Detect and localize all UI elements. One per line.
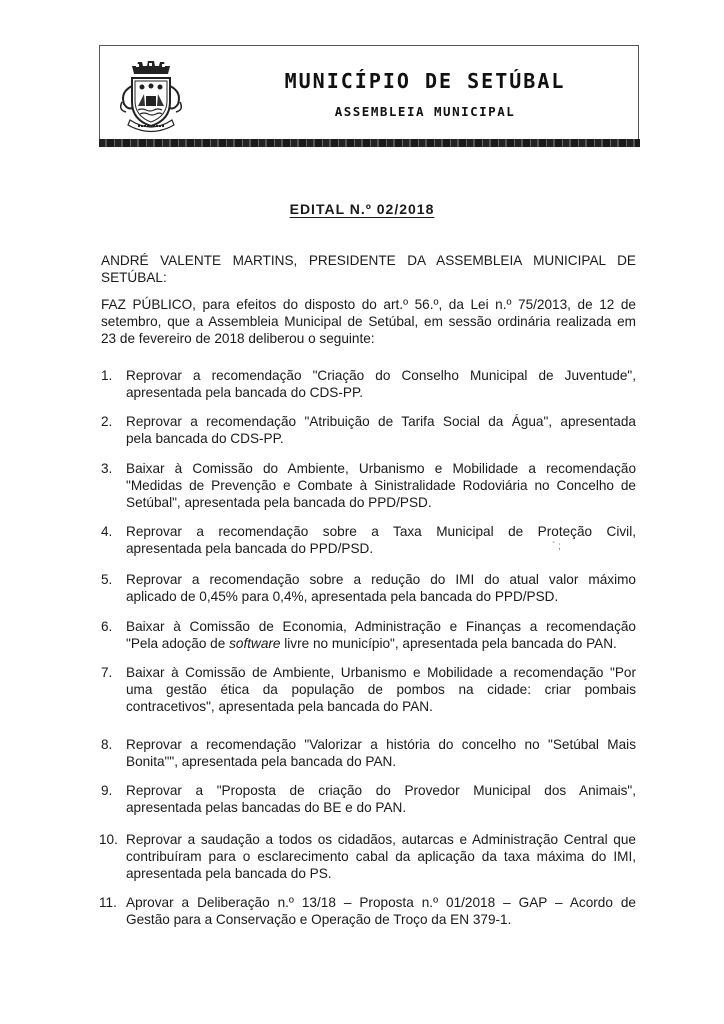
deliberation-item <box>101 413 636 447</box>
item-number: 3. <box>101 461 113 476</box>
item-line: Aprovar a Deliberação n.º 13/18 – Proposta n.º 01/2018 – GAP – Acordo de <box>126 895 636 910</box>
deliberation-item <box>101 831 636 882</box>
item-number: 1. <box>101 368 113 383</box>
deliberation-item <box>101 736 636 770</box>
deliberation-item <box>101 894 636 928</box>
item-line: Reprovar a recomendação "Valorizar a história do concelho no "Setúbal Mais <box>126 737 636 752</box>
item-line: Reprovar a saudação a todos os cidadãos, autarcas e Administração Central que <box>126 832 636 847</box>
deliberation-item <box>101 367 636 401</box>
item-line: Reprovar a recomendação "Atribuição de Tarifa Social da Água", apresentada <box>126 414 636 429</box>
item-line: Reprovar a recomendação sobre a Taxa Municipal de Proteção Civil, <box>126 524 636 539</box>
deliberation-item <box>101 782 636 816</box>
item-line: Reprovar a recomendação "Criação do Conselho Municipal de Juventude", <box>126 368 636 383</box>
item-line: Bonita"", apresentada pela bancada do PAN. <box>126 754 397 769</box>
item-number: 2. <box>101 414 113 429</box>
item-line: apresentada pela bancada do PPD/PSD. <box>126 541 374 556</box>
item-line: Baixar à Comissão de Economia, Administração e Finanças a recomendação <box>126 619 636 634</box>
municipality-title: MUNICÍPIO DE SETÚBAL <box>284 69 566 93</box>
letterhead-divider <box>99 139 640 147</box>
item-line: apresentada pelas bancadas do BE e do PAN. <box>126 800 407 815</box>
item-number: 8. <box>101 737 113 752</box>
item-line: pela bancada do CDS-PP. <box>126 431 284 446</box>
item-number: 9. <box>101 783 113 798</box>
item-line: aplicado de 0,45% para 0,4%, apresentada pela bancada do PPD/PSD. <box>126 589 559 604</box>
item-line: uma gestão ética da população de pombos na cidade: criar pombais <box>126 682 636 697</box>
item-line <box>126 635 636 652</box>
item-line: contribuíram para o esclarecimento cabal da aplicação da taxa máxima do IMI, <box>126 849 636 864</box>
item-number: 5. <box>101 572 113 587</box>
intro-line: setembro, que a Assembleia Municipal de Setúbal, em sessão ordinária realizada em <box>101 314 636 329</box>
deliberation-item <box>101 618 636 652</box>
item-line: contracetivos", apresentada pela bancada do PAN. <box>126 699 433 714</box>
item-line: apresentada pela bancada do CDS-PP. <box>126 385 364 400</box>
item-line: "Medidas de Prevenção e Combate à Sinistralidade Rodoviária no Concelho de <box>126 478 636 493</box>
item-number: 10. <box>99 832 118 847</box>
item-number: 11. <box>99 895 117 910</box>
item-line: Reprovar a recomendação sobre a redução do IMI do atual valor máximo <box>126 572 636 587</box>
item-line: Reprovar a "Proposta de criação do Provedor Municipal dos Animais", <box>126 783 636 798</box>
item-line: Setúbal", apresentada pela bancada do PPD/PSD. <box>126 495 432 510</box>
item-number: 4. <box>101 524 113 539</box>
coat-of-arms-icon <box>112 58 190 134</box>
item-text: "Pela adoção de <box>126 636 230 651</box>
item-number: 7. <box>101 665 113 680</box>
deliberation-item <box>101 571 636 605</box>
intro-line: FAZ PÚBLICO, para efeitos do disposto do art.º 56.º, da Lei n.º 75/2013, de 12 de <box>101 297 636 312</box>
edital-number: EDITAL N.º 02/2018 <box>289 201 435 217</box>
intro-paragraph <box>101 296 636 347</box>
item-line: Baixar à Comissão do Ambiente, Urbanismo e Mobilidade a recomendação <box>126 461 636 476</box>
scan-artifact: ` ; <box>552 541 561 552</box>
italic-term: software <box>229 636 281 651</box>
item-number: 6. <box>101 619 113 634</box>
deliberation-item <box>101 460 636 511</box>
intro-line: 23 de fevereiro de 2018 deliberou o seguinte: <box>101 331 375 346</box>
addressee-line: SETÚBAL: <box>101 270 167 285</box>
item-line: Baixar à Comissão de Ambiente, Urbanismo e Mobilidade a recomendação "Por <box>126 665 636 680</box>
item-line: Gestão para a Conservação e Operação de Troço da EN 379-1. <box>126 912 512 927</box>
deliberation-item <box>101 664 636 715</box>
addressee-line: ANDRÉ VALENTE MARTINS, PRESIDENTE DA ASSEMBLEIA MUNICIPAL DE <box>101 253 636 268</box>
edital-heading <box>0 201 724 217</box>
addressee-paragraph <box>101 252 636 286</box>
assembly-subtitle: ASSEMBLEIA MUNICIPAL <box>334 104 516 119</box>
item-text: livre no município", apresentada pela bancada do PAN. <box>280 636 617 651</box>
item-line: apresentada pela bancada do PS. <box>126 866 332 881</box>
